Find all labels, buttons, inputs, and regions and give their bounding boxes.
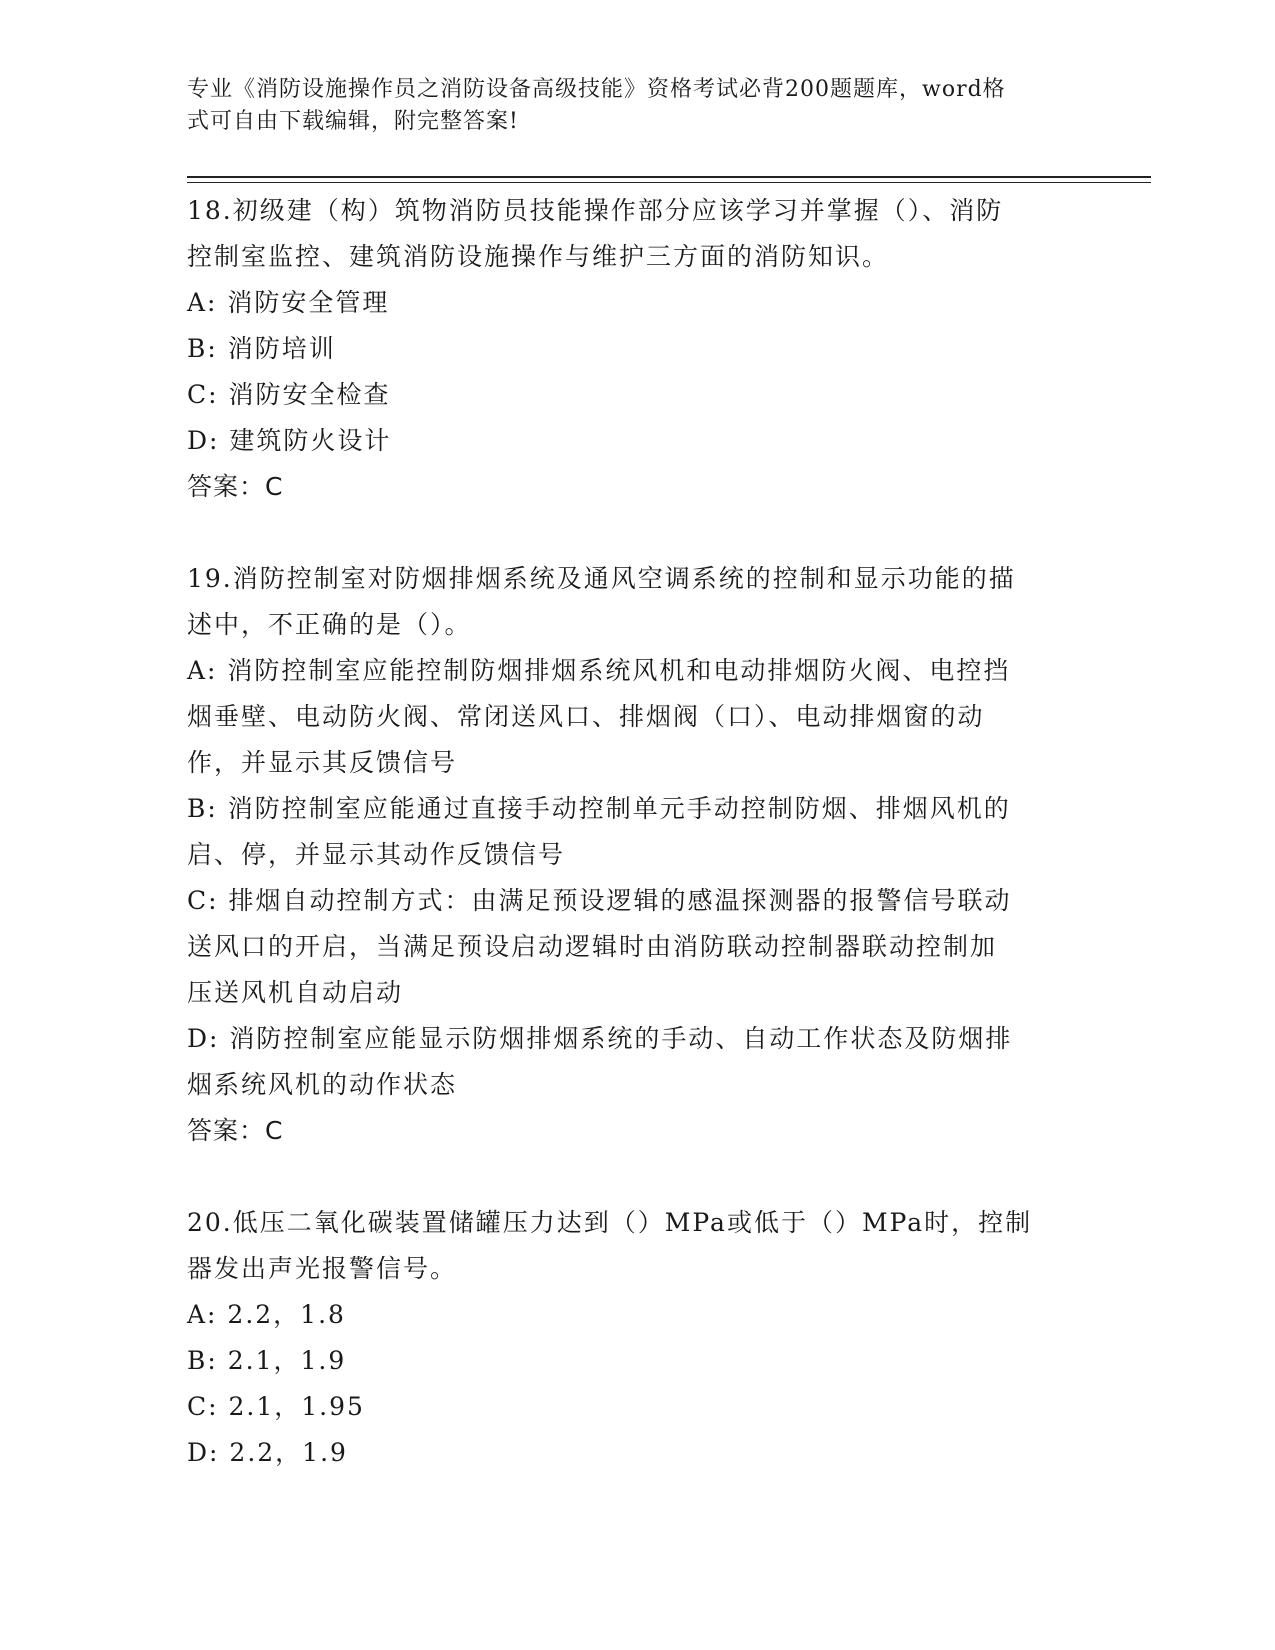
option-b: B: 2.1，1.9 [187,1346,347,1375]
option-c-continued: 压送风机自动启动 [187,978,404,1007]
option-c: C: 排烟自动控制方式：由满足预设逻辑的感温探测器的报警信号联动 [187,886,1012,915]
option-c-continued: 送风口的开启，当满足预设启动逻辑时由消防联动控制器联动控制加 [187,932,998,961]
question-stem-line: 18.初级建（构）筑物消防员技能操作部分应该学习并掌握（）、消防 [187,196,1004,225]
answer-text: 答案：C [187,472,284,501]
document-header [187,74,1067,138]
question-stem-line: 19.消防控制室对防烟排烟系统及通风空调系统的控制和显示功能的描 [187,564,1016,593]
question-18 [187,188,1077,510]
option-d: D: 2.2，1.9 [187,1438,348,1467]
question-stem-line: 控制室监控、建筑消防设施操作与维护三方面的消防知识。 [187,242,890,271]
header-divider-thick [187,176,1151,178]
option-d: D: 消防控制室应能显示防烟排烟系统的手动、自动工作状态及防烟排 [187,1024,1013,1053]
option-b-continued: 启、停，并显示其动作反馈信号 [187,840,566,869]
option-a: A: 消防控制室应能控制防烟排烟系统风机和电动排烟防火阀、电控挡 [187,656,1011,685]
option-b: B: 消防控制室应能通过直接手动控制单元手动控制防烟、排烟风机的 [187,794,1011,823]
header-line-1: 专业《消防设施操作员之消防设备高级技能》资格考试必背200题题库，word格 [187,77,1006,102]
question-spacer [187,1154,1077,1200]
option-c: C: 消防安全检查 [187,380,391,409]
option-b: B: 消防培训 [187,334,336,363]
question-19 [187,556,1077,1154]
header-divider-thin [187,182,1151,183]
option-d-continued: 烟系统风机的动作状态 [187,1070,458,1099]
option-a-continued: 烟垂壁、电动防火阀、常闭送风口、排烟阀（口）、电动排烟窗的动 [187,702,985,731]
question-20 [187,1200,1077,1476]
option-c: C: 2.1，1.95 [187,1392,365,1421]
answer-text: 答案：C [187,1116,284,1145]
option-d: D: 建筑防火设计 [187,426,392,455]
option-a: A: 消防安全管理 [187,288,390,317]
question-stem-line: 20.低压二氧化碳装置储罐压力达到（）MPa或低于（）MPa时，控制 [187,1208,1033,1237]
option-a: A: 2.2，1.8 [187,1300,346,1329]
question-stem-line: 器发出声光报警信号。 [187,1254,458,1283]
header-line-2: 式可自由下载编辑，附完整答案! [187,109,519,134]
question-spacer [187,510,1077,556]
option-a-continued: 作，并显示其反馈信号 [187,748,458,777]
question-list [187,188,1077,1476]
question-stem-line: 述中，不正确的是（）。 [187,610,472,639]
